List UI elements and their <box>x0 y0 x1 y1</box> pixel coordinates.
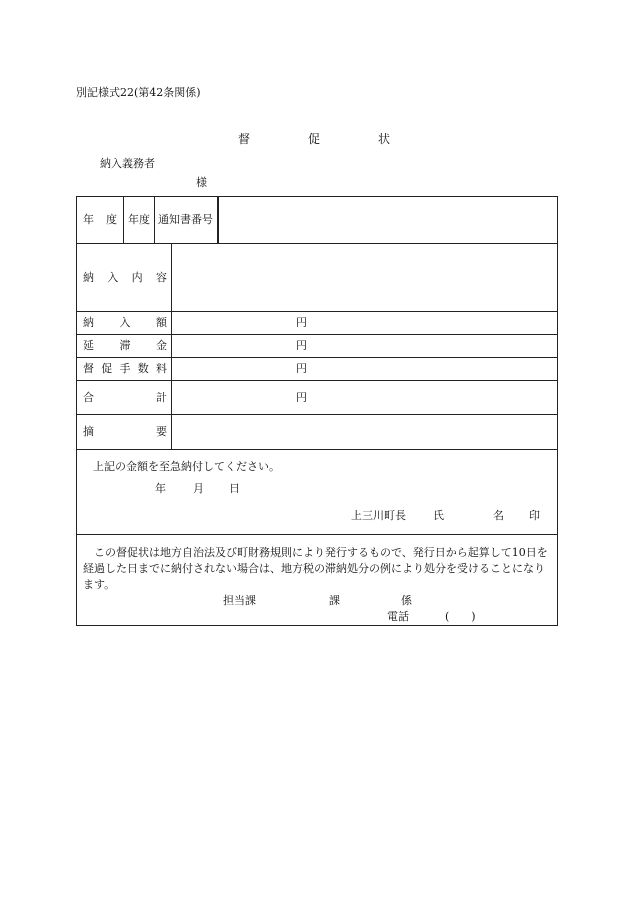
total-field[interactable]: 円 <box>172 381 558 415</box>
notice-row <box>77 450 558 535</box>
notice-table <box>76 196 558 626</box>
section-label: 課 <box>329 594 340 607</box>
unit-label: 係 <box>401 594 412 607</box>
remarks-field[interactable] <box>172 415 558 450</box>
legal-text: この督促状は地方自治法及び町財務規則により発行するもので、発行日から起算して10日を経過した日までに納付されない場合は、地方税の滞納処分の例により処分を受けることになります。 <box>83 546 548 591</box>
date-month: 月 <box>193 482 204 495</box>
amount-field[interactable]: 円 <box>172 312 558 335</box>
content-row <box>77 244 558 312</box>
late-fee-row <box>77 335 558 358</box>
total-row <box>77 381 558 415</box>
title-char-2: 促 <box>308 132 321 146</box>
phone-field[interactable]: ( ) <box>445 610 476 623</box>
title-char-1: 督 <box>238 132 251 146</box>
amount-row <box>77 312 558 335</box>
late-fee-label: 延 滞 金 <box>77 335 172 358</box>
total-label: 合 計 <box>77 381 172 415</box>
late-fee-field[interactable]: 円 <box>172 335 558 358</box>
phone-label: 電話 <box>387 610 409 623</box>
amount-label: 納 入 額 <box>77 312 172 335</box>
fee-label: 督 促 手 数 料 <box>77 358 172 381</box>
issuer: 上三川町長 <box>351 509 406 522</box>
form-label: 別記様式22(第42条関係) <box>76 86 201 99</box>
notice-text: 上記の金額を至急納付してください。 <box>93 460 280 473</box>
remarks-label: 摘 要 <box>77 415 172 450</box>
date-day: 日 <box>229 482 240 495</box>
date-year: 年 <box>155 482 166 495</box>
fiscal-year-value[interactable]: 年度 通知書番号 <box>124 197 219 244</box>
payer-label: 納入義務者 <box>100 157 155 170</box>
dept-label: 担当課 <box>223 594 256 607</box>
name-part-shi: 氏 <box>433 509 444 522</box>
fee-row <box>77 358 558 381</box>
content-label: 納 入 内 容 <box>77 244 172 312</box>
honorific: 様 <box>196 176 207 189</box>
legal-block <box>77 535 558 626</box>
legal-row <box>77 535 558 626</box>
fee-field[interactable]: 円 <box>172 358 558 381</box>
notice-number-label: 通知書番号 <box>158 213 213 226</box>
fiscal-year-label: 年 度 <box>77 197 124 244</box>
fiscal-year-row <box>77 197 558 244</box>
name-part-mei: 名 <box>493 509 504 522</box>
notice-number-field[interactable] <box>219 197 558 244</box>
seal-mark: 印 <box>529 509 540 522</box>
remarks-row <box>77 415 558 450</box>
content-field[interactable] <box>172 244 558 312</box>
notice-block <box>77 450 558 535</box>
title-char-3: 状 <box>378 132 391 146</box>
